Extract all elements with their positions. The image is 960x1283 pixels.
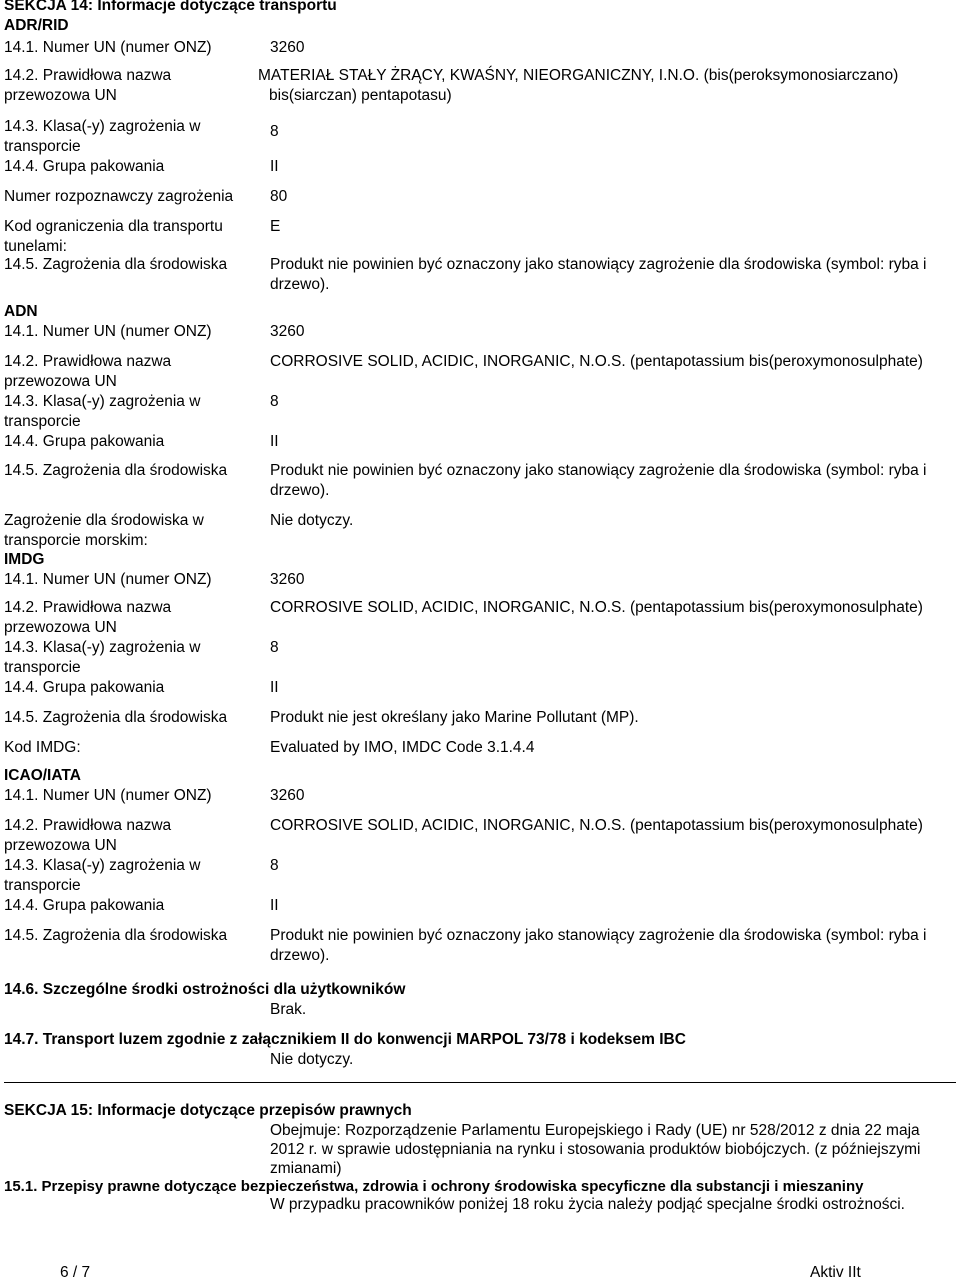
adr-hazard-id-label: Numer rozpoznawczy zagrożenia [4,188,234,205]
adr-name-label-2: przewozowa UN [4,87,117,104]
icao-class-label-1: 14.3. Klasa(-y) zagrożenia w [4,857,201,874]
adn-class-label-1: 14.3. Klasa(-y) zagrożenia w [4,393,201,410]
imdg-un-label: 14.1. Numer UN (numer ONZ) [4,571,212,588]
adr-name-value-1: MATERIAŁ STAŁY ŻRĄCY, KWAŚNY, NIEORGANICZNY, I.N.O. (bis(peroksymonosiarczano) [258,67,899,84]
page-number: 6 / 7 [60,1264,91,1281]
subsection-15-1-heading: 15.1. Przepisy prawne dotyczące bezpieczeństwa, zdrowia i ochrony środowiska specyficzne dla substancji i mieszaniny [4,1178,864,1195]
imdg-class-label-2: transporcie [4,659,81,676]
icao-name-value: CORROSIVE SOLID, ACIDIC, INORGANIC, N.O.S. (pentapotassium bis(peroxymonosulphate) [270,817,923,834]
adr-tunnel-label-2: tunelami: [4,238,67,255]
section-15-title: SEKCJA 15: Informacje dotyczące przepisów prawnych [4,1102,412,1119]
adr-un-value: 3260 [270,39,305,56]
regulation-line-1: Obejmuje: Rozporządzenie Parlamentu Europejskiego i Rady (UE) nr 528/2012 z dnia 22 maja [270,1122,920,1139]
icao-class-value: 8 [270,857,279,874]
imdg-code-value: Evaluated by IMO, IMDC Code 3.1.4.4 [270,739,535,756]
imdg-env-label: 14.5. Zagrożenia dla środowiska [4,709,228,726]
imdg-env-value: Produkt nie jest określany jako Marine Pollutant (MP). [270,709,639,726]
adr-env-value-1: Produkt nie powinien być oznaczony jako stanowiący zagrożenie dla środowiska (symbol: ryba i [270,256,927,273]
adr-tunnel-label-1: Kod ograniczenia dla transportu [4,218,223,235]
icao-name-label-1: 14.2. Prawidłowa nazwa [4,817,172,834]
icao-heading: ICAO/IATA [4,767,81,784]
adr-env-value-2: drzewo). [270,276,330,293]
adn-env-label: 14.5. Zagrożenia dla środowiska [4,462,228,479]
icao-name-label-2: przewozowa UN [4,837,117,854]
adr-heading: ADR/RID [4,17,69,34]
adr-env-label: 14.5. Zagrożenia dla środowiska [4,256,228,273]
adr-un-label: 14.1. Numer UN (numer ONZ) [4,39,212,56]
adn-un-value: 3260 [270,323,305,340]
adn-env-value-2: drzewo). [270,482,330,499]
section-14-title: SEKCJA 14: Informacje dotyczące transportu [4,0,337,14]
icao-pack-label: 14.4. Grupa pakowania [4,897,165,914]
adr-tunnel-value: E [270,218,281,235]
imdg-heading: IMDG [4,551,45,568]
adn-name-label-2: przewozowa UN [4,373,117,390]
adr-class-value: 8 [270,123,279,140]
adr-class-label-2: transporcie [4,138,81,155]
imdg-pack-label: 14.4. Grupa pakowania [4,679,165,696]
adr-pack-label: 14.4. Grupa pakowania [4,158,165,175]
icao-env-value-1: Produkt nie powinien być oznaczony jako stanowiący zagrożenie dla środowiska (symbol: ryba i [270,927,927,944]
imdg-name-value: CORROSIVE SOLID, ACIDIC, INORGANIC, N.O.S. (pentapotassium bis(peroxymonosulphate) [270,599,923,616]
icao-class-label-2: transporcie [4,877,81,894]
imdg-code-label: Kod IMDG: [4,739,81,756]
adn-class-value: 8 [270,393,279,410]
imdg-class-label-1: 14.3. Klasa(-y) zagrożenia w [4,639,201,656]
subsection-14-6-text: Brak. [270,1001,307,1018]
subsection-14-7-text: Nie dotyczy. [270,1051,354,1068]
adr-hazard-id-value: 80 [270,188,288,205]
adr-class-label-1: 14.3. Klasa(-y) zagrożenia w [4,118,201,135]
icao-pack-value: II [270,897,279,914]
adn-name-label-1: 14.2. Prawidłowa nazwa [4,353,172,370]
section-divider [4,1082,956,1083]
adn-pack-label: 14.4. Grupa pakowania [4,433,165,450]
adn-env-value-1: Produkt nie powinien być oznaczony jako stanowiący zagrożenie dla środowiska (symbol: ryba i [270,462,927,479]
icao-env-value-2: drzewo). [270,947,330,964]
adn-heading: ADN [4,303,38,320]
document-version: Aktiv IIt [810,1264,861,1281]
adn-marine-label-1: Zagrożenie dla środowiska w [4,512,204,529]
subsection-15-1-text: W przypadku pracowników poniżej 18 roku życia należy podjąć specjalne środki ostrożności. [270,1196,905,1213]
adr-name-label-1: 14.2. Prawidłowa nazwa [4,67,172,84]
regulation-line-2: 2012 r. w sprawie udostępniania na rynku i stosowania produktów biobójczych. (z późniejszymi [270,1141,921,1158]
icao-un-label: 14.1. Numer UN (numer ONZ) [4,787,212,804]
adn-un-label: 14.1. Numer UN (numer ONZ) [4,323,212,340]
imdg-class-value: 8 [270,639,279,656]
regulation-line-3: zmianami) [270,1160,342,1177]
adn-class-label-2: transporcie [4,413,81,430]
subsection-14-7-heading: 14.7. Transport luzem zgodnie z załącznikiem II do konwencji MARPOL 73/78 i kodeksem IBC [4,1031,686,1048]
imdg-pack-value: II [270,679,279,696]
imdg-name-label-1: 14.2. Prawidłowa nazwa [4,599,172,616]
imdg-name-label-2: przewozowa UN [4,619,117,636]
adr-name-value-2: bis(siarczan) pentapotasu) [269,87,452,104]
adn-marine-value: Nie dotyczy. [270,512,354,529]
adn-marine-label-2: transporcie morskim: [4,532,148,549]
adr-pack-value: II [270,158,279,175]
subsection-14-6-heading: 14.6. Szczególne środki ostrożności dla użytkowników [4,981,406,998]
icao-un-value: 3260 [270,787,305,804]
adn-pack-value: II [270,433,279,450]
imdg-un-value: 3260 [270,571,305,588]
icao-env-label: 14.5. Zagrożenia dla środowiska [4,927,228,944]
adn-name-value: CORROSIVE SOLID, ACIDIC, INORGANIC, N.O.S. (pentapotassium bis(peroxymonosulphate) [270,353,923,370]
